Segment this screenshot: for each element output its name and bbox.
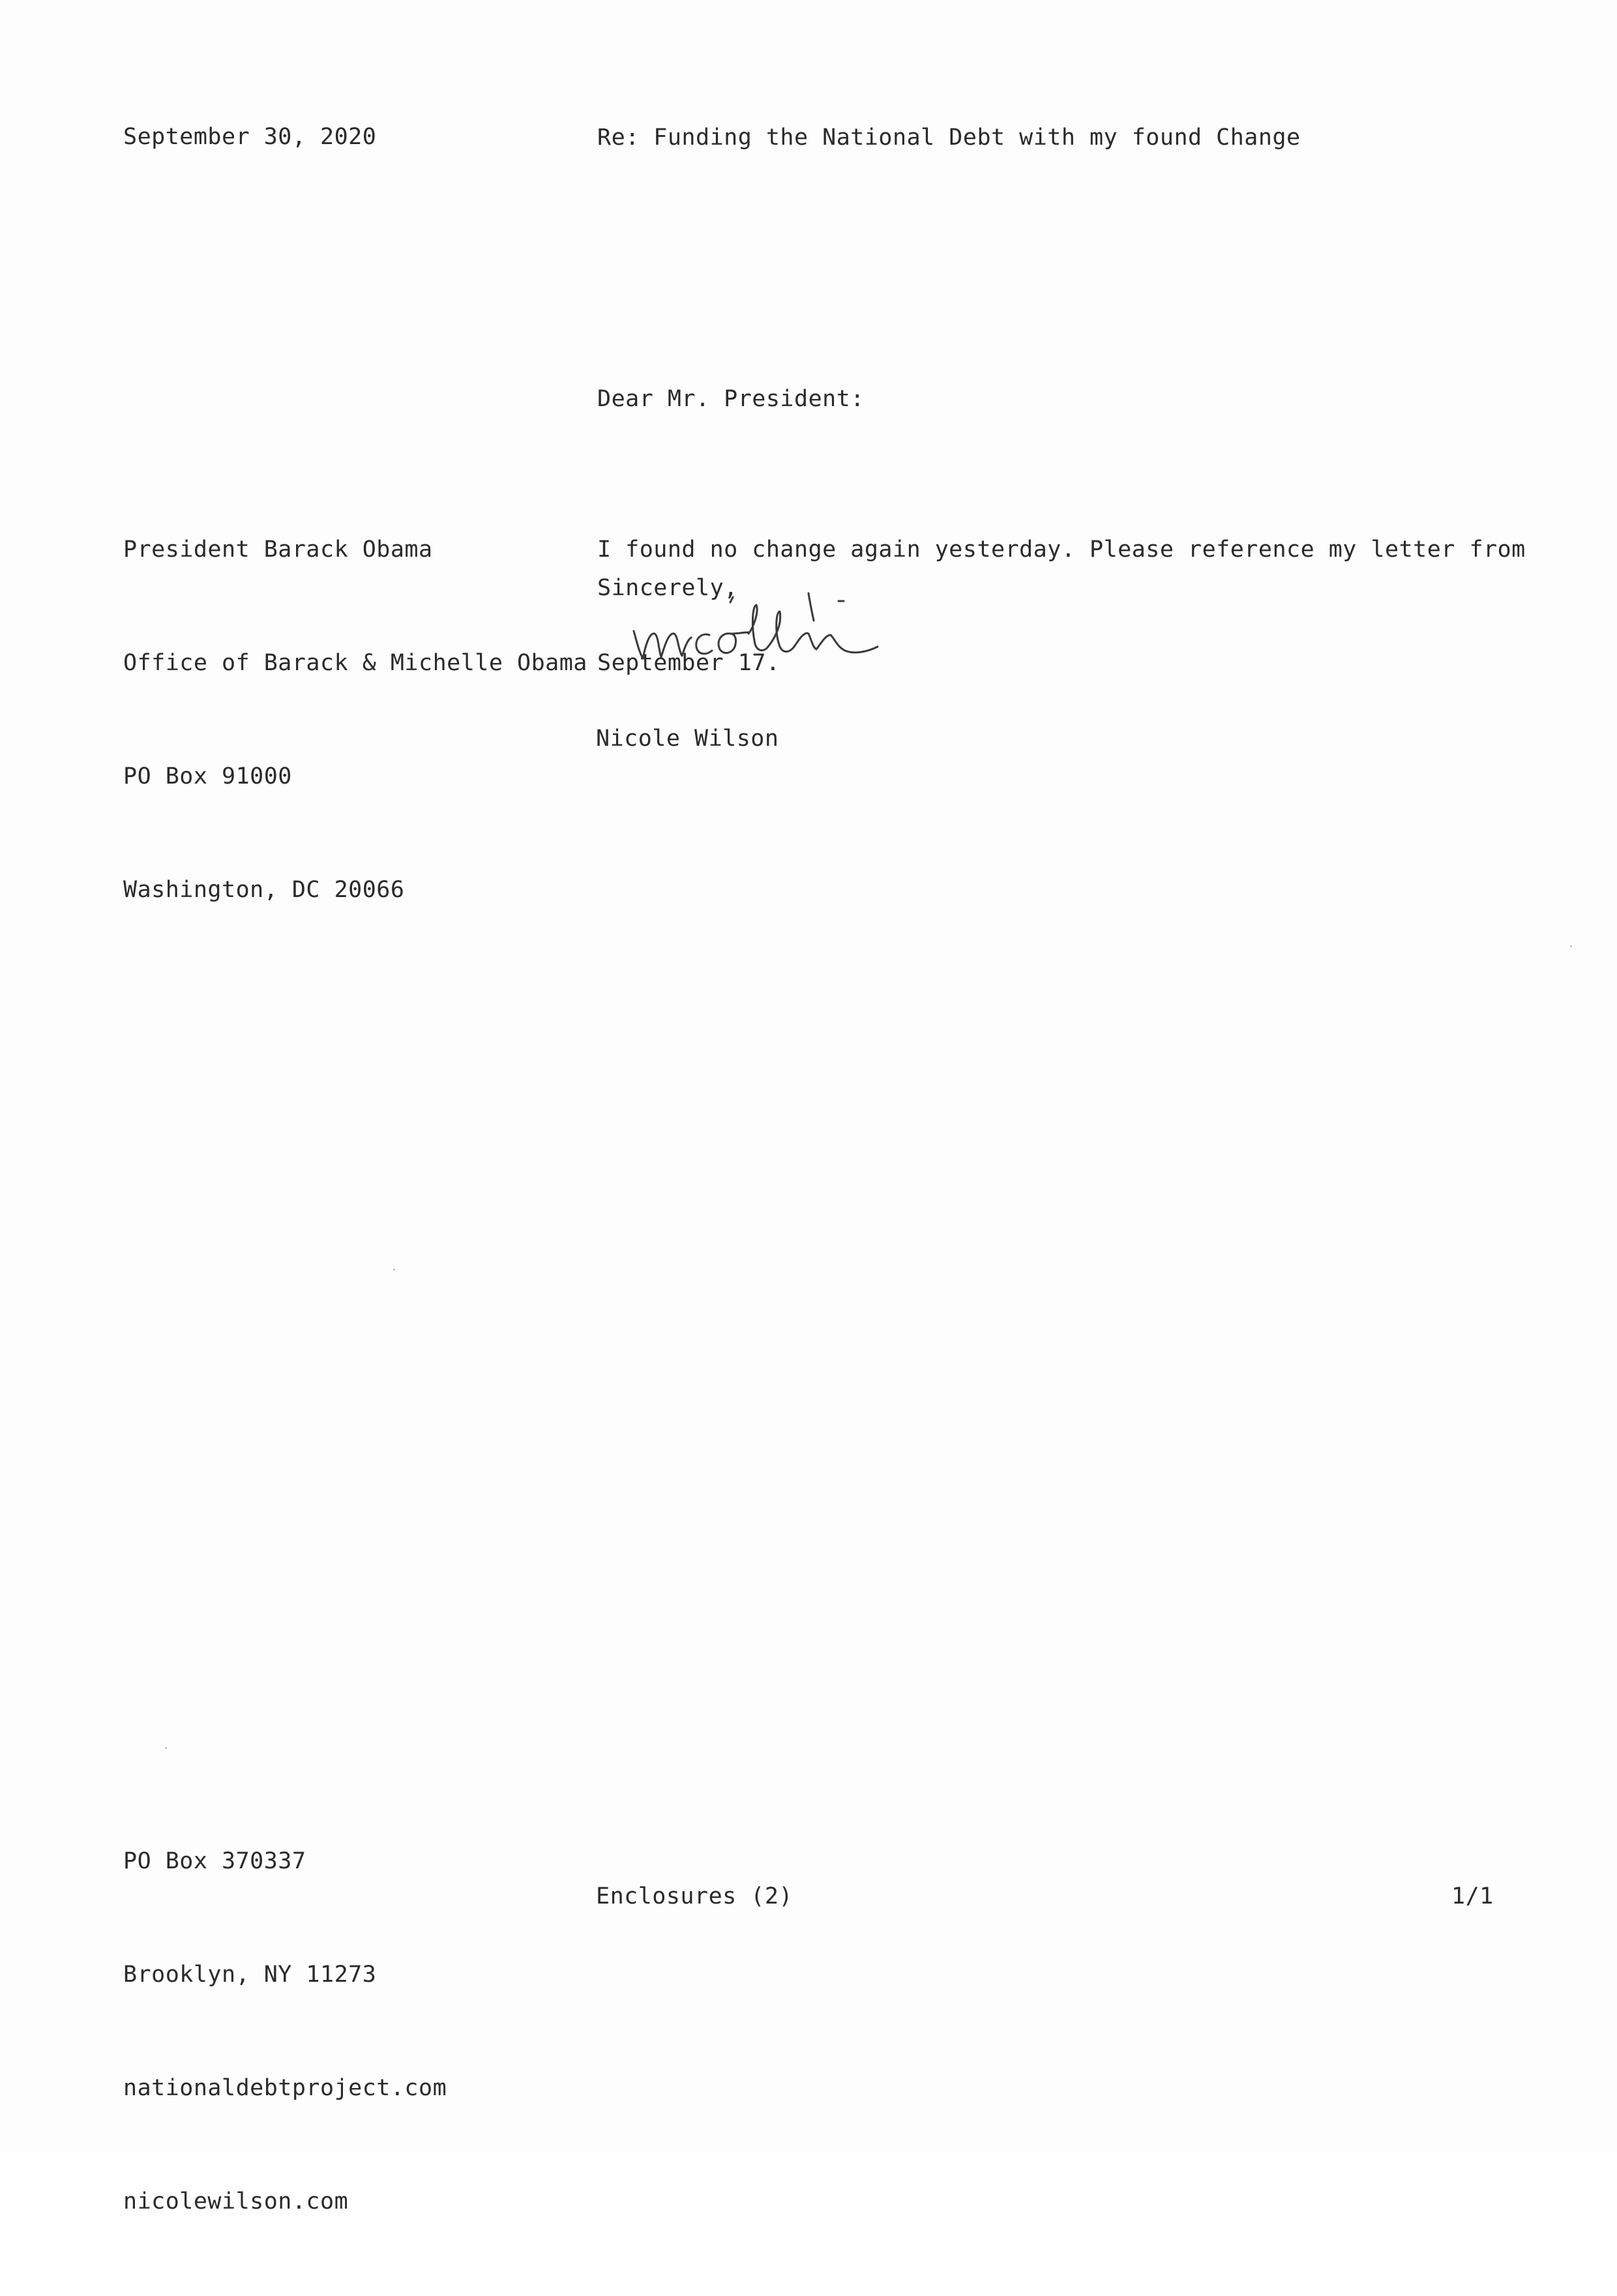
recipient-office: Office of Barack & Michelle Obama <box>123 650 587 676</box>
scan-speck <box>393 1269 395 1271</box>
closing: Sincerely, <box>597 575 738 601</box>
sender-website: nationaldebtproject.com <box>123 2075 447 2101</box>
body-line: I found no change again yesterday. Please reference my letter from <box>597 537 1526 563</box>
page-number: 1/1 <box>1451 1883 1494 1909</box>
signer-name: Nicole Wilson <box>596 726 779 752</box>
handwritten-signature-icon <box>619 587 932 684</box>
sender-po-box: PO Box 370337 <box>123 1848 306 1874</box>
sender-address <box>123 1767 447 2296</box>
recipient-city: Washington, DC 20066 <box>123 877 405 903</box>
recipient-name: President Barack Obama <box>123 537 433 563</box>
scan-speck <box>1570 945 1572 947</box>
enclosures-note: Enclosures (2) <box>596 1883 794 1909</box>
scan-speck <box>165 1747 167 1749</box>
letter-date: September 30, 2020 <box>123 124 377 150</box>
recipient-address <box>123 455 587 984</box>
recipient-po-box: PO Box 91000 <box>123 763 292 789</box>
letter-subject: Re: Funding the National Debt with my found Change <box>597 125 1301 151</box>
sender-website-personal: nicolewilson.com <box>123 2188 349 2215</box>
body-line: September 17. <box>597 650 780 676</box>
salutation: Dear Mr. President: <box>597 386 865 412</box>
sender-city: Brooklyn, NY 11273 <box>123 1962 377 1988</box>
